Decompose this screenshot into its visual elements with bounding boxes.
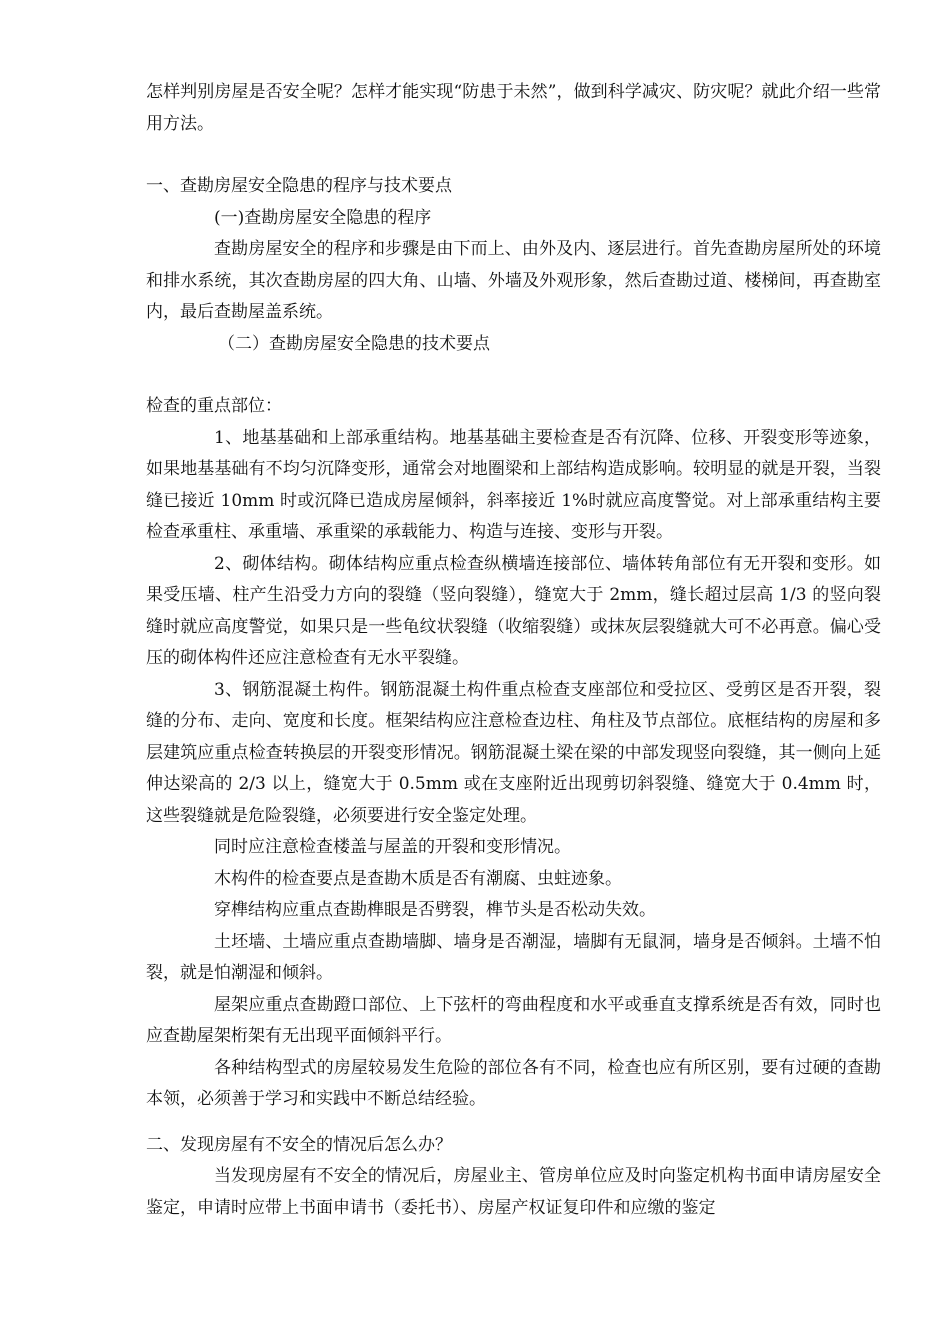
spacer bbox=[146, 360, 881, 391]
paragraph-roof-truss: 屋架应重点查勘蹬口部位、上下弦杆的弯曲程度和水平或垂直支撑系统是否有效，同时也应查勘屋架桁架有无出现平面倾斜平行。 bbox=[146, 994, 881, 1046]
paragraph-masonry: 2、砌体结构。砌体结构应重点检查纵横墙连接部位、墙体转角部位有无开裂和变形。如果受压墙、柱产生沿受力方向的裂缝（竖向裂缝），缝宽大于 2mm，缝长超过层高 1/3 的竖向裂缝时就应高度警觉，如果只是一些龟纹状裂缝（收缩裂缝）或抹灰层裂缝就大可不必再意。偏心受压的砌体构件还应注意检查有无水平裂缝。 bbox=[146, 553, 881, 668]
subsection-1-body: 查勘房屋安全的程序和步骤是由下而上、由外及内、逐层进行。首先查勘房屋所处的环境和排水系统，其次查勘房屋的四大角、山墙、外墙及外观形象，然后查勘过道、楼梯间，再查勘室内，最后查勘屋盖系统。 bbox=[146, 239, 881, 322]
paragraph-foundation: 1、地基基础和上部承重结构。地基基础主要检查是否有沉降、位移、开裂变形等迹象，如果地基基础有不均匀沉降变形，通常会对地圈梁和上部结构造成影响。较明显的就是开裂，当裂缝已接近 10mm 时或沉降已造成房屋倾斜，斜率接近 1%时就应高度警觉。对上部承重结构主要检查承重柱、承重墙、承重梁的承载能力、构造与连接、变形与开裂。 bbox=[146, 427, 881, 542]
paragraph-earth-wall: 土坯墙、土墙应重点查勘墙脚、墙身是否潮湿，墙脚有无鼠洞，墙身是否倾斜。土墙不怕裂，就是怕潮湿和倾斜。 bbox=[146, 931, 881, 983]
intro-paragraph: 怎样判别房屋是否安全呢？怎样才能实现“防患于未然”，做到科学减灾、防灾呢？就此介绍一些常用方法。 bbox=[146, 82, 881, 134]
subsection-1-heading: (一)查勘房屋安全隐患的程序 bbox=[214, 207, 432, 228]
section-2-body: 当发现房屋有不安全的情况后，房屋业主、管房单位应及时向鉴定机构书面申请房屋安全鉴定，申请时应带上书面申请书（委托书）、房屋产权证复印件和应缴的鉴定 bbox=[146, 1166, 881, 1218]
paragraph-concrete: 3、钢筋混凝土构件。钢筋混凝土构件重点检查支座部位和受拉区、受剪区是否开裂，裂缝的分布、走向、宽度和长度。框架结构应注意检查边柱、角柱及节点部位。底框结构的房屋和多层建筑应重点检查转换层的开裂变形情况。钢筋混凝土梁在梁的中部发现竖向裂缝，其一侧向上延伸达梁高的 2/3 以上，缝宽大于 0.5mm 或在支座附近出现剪切斜裂缝、缝宽大于 0.4mm 时，这些裂缝就是危险裂缝，必须要进行安全鉴定处理。 bbox=[146, 679, 881, 826]
paragraph-wood: 木构件的检查要点是查勘木质是否有潮腐、虫蛀迹象。 bbox=[214, 868, 622, 889]
subsection-2-heading: （二）查勘房屋安全隐患的技术要点 bbox=[218, 333, 490, 354]
paragraph-summary: 各种结构型式的房屋较易发生危险的部位各有不同，检查也应有所区别，要有过硬的查勘本领，必须善于学习和实践中不断总结经验。 bbox=[146, 1057, 881, 1109]
spacer bbox=[146, 1116, 881, 1130]
section-1-heading: 一、查勘房屋安全隐患的程序与技术要点 bbox=[146, 176, 452, 196]
section-2-heading: 二、发现房屋有不安全的情况后怎么办？ bbox=[146, 1134, 452, 1155]
spacer bbox=[146, 140, 881, 171]
document-body bbox=[146, 77, 881, 1224]
paragraph-tenon: 穿榫结构应重点查勘榫眼是否劈裂，榫节头是否松动失效。 bbox=[214, 900, 656, 920]
paragraph-floor-roof: 同时应注意检查楼盖与屋盖的开裂和变形情况。 bbox=[214, 837, 571, 857]
key-parts-label: 检查的重点部位： bbox=[146, 396, 282, 416]
